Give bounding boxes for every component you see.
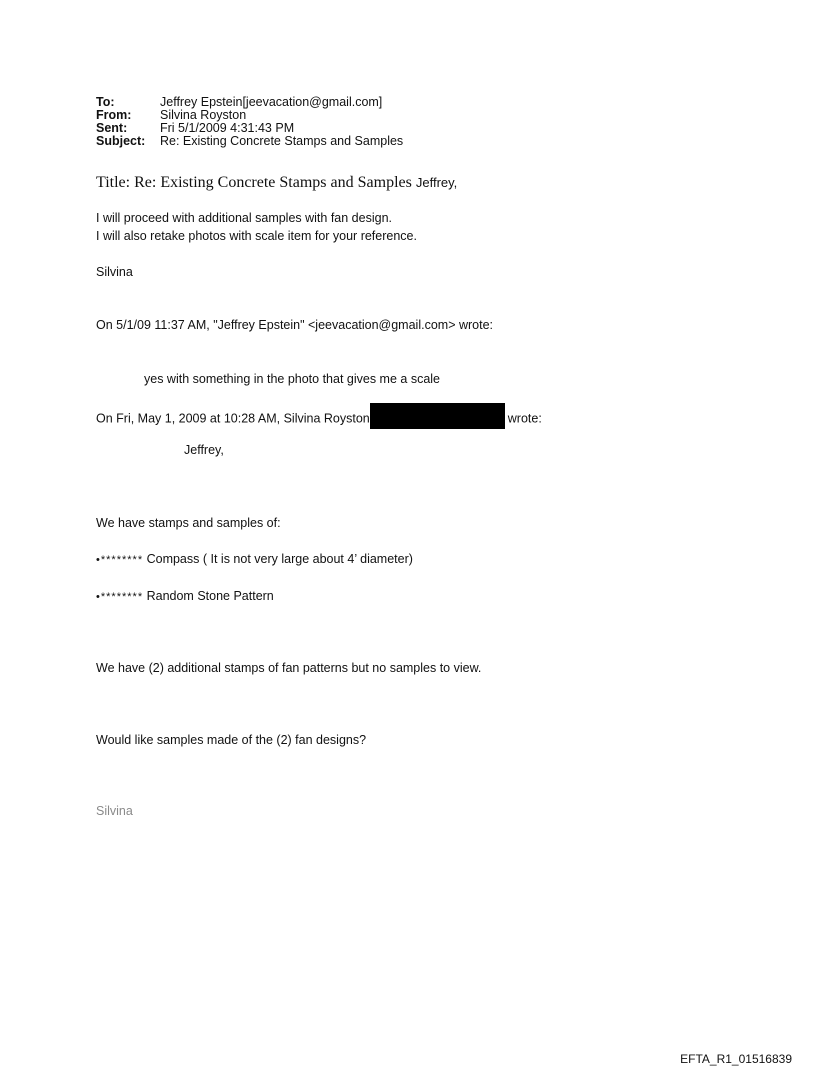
sent-value: Fri 5/1/2009 4:31:43 PM xyxy=(160,121,295,135)
to-label: To: xyxy=(96,95,115,109)
quote1-header: On 5/1/09 11:37 AM, "Jeffrey Epstein" <jeevacation@gmail.com> wrote: xyxy=(96,318,494,332)
quote2-header-pre: On Fri, May 1, 2009 at 10:28 AM, Silvina Royston xyxy=(96,411,370,426)
from-label: From: xyxy=(96,108,132,122)
quote2-header xyxy=(96,406,542,432)
email-header xyxy=(96,96,403,148)
bullet-text: Compass ( It is not very large about 4’ diameter) xyxy=(146,552,413,566)
question-line: Would like samples made of the (2) fan designs? xyxy=(96,733,367,747)
to-row xyxy=(96,96,403,109)
bullet-marker: •******** xyxy=(96,591,144,603)
signoff-2: Silvina xyxy=(96,804,133,818)
title-text: Title: Re: Existing Concrete Stamps and Samples xyxy=(96,174,412,191)
fan-line: We have (2) additional stamps of fan patterns but no samples to view. xyxy=(96,661,482,675)
bullet-marker: •******** xyxy=(96,554,144,566)
bullet-text: Random Stone Pattern xyxy=(146,589,274,603)
document-id: EFTA_R1_01516839 xyxy=(680,1052,792,1066)
stamps-intro: We have stamps and samples of: xyxy=(96,516,281,530)
subject-value: Re: Existing Concrete Stamps and Samples xyxy=(160,134,404,148)
body-line-1: I will proceed with additional samples with fan design. xyxy=(96,211,392,225)
title-tail: Jeffrey, xyxy=(415,175,458,190)
quote1-text: yes with something in the photo that gives me a scale xyxy=(144,372,440,386)
subject-row xyxy=(96,135,403,148)
bullet-item xyxy=(96,550,413,569)
greeting: Jeffrey, xyxy=(184,443,224,457)
to-value: Jeffrey Epstein[jeevacation@gmail.com] xyxy=(160,95,383,109)
redaction-block xyxy=(370,403,505,429)
subject-label: Subject: xyxy=(96,134,146,148)
title-line xyxy=(96,174,457,192)
quote2-header-post: wrote: xyxy=(507,411,542,426)
signoff: Silvina xyxy=(96,265,133,279)
sent-label: Sent: xyxy=(96,121,128,135)
from-value: Silvina Royston xyxy=(160,108,247,122)
body-line-2: I will also retake photos with scale item for your reference. xyxy=(96,229,417,243)
bullet-item xyxy=(96,587,274,606)
